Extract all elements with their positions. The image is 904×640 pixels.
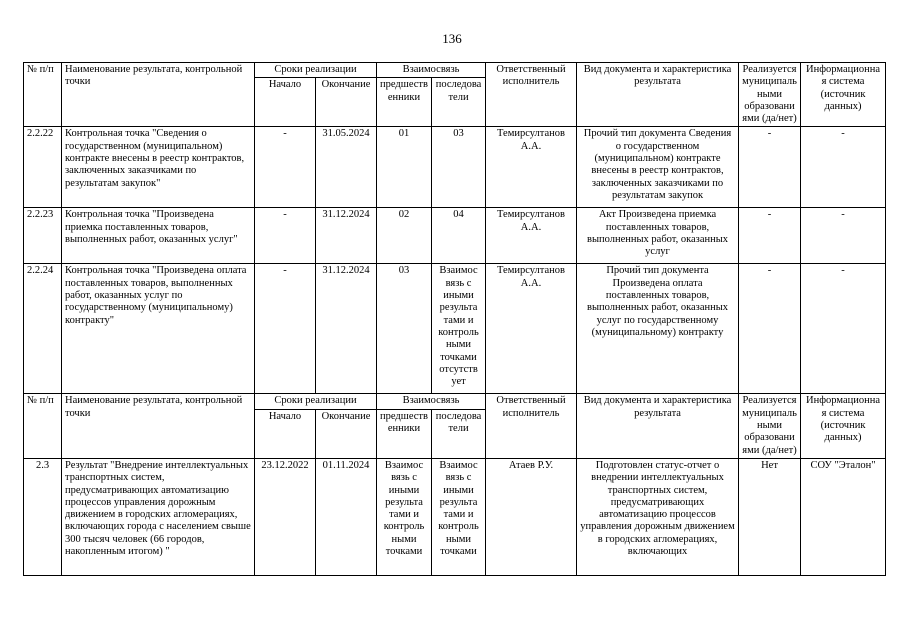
table-row (24, 264, 886, 394)
row-pred: Взаимос вязь с иными результа тами и контроль ными точками (377, 458, 432, 575)
row-doc: Прочий тип документа Сведения о государственном (муниципальном) контракте внесены в реестр контрактов, заключенных заказчиками по результатам закупок (577, 127, 739, 208)
row-start: - (255, 208, 316, 264)
header-pred: предшеств енники (377, 78, 432, 127)
header-doc: Вид документа и характеристика результата (577, 394, 739, 458)
row-num: 2.2.24 (24, 264, 62, 394)
row-responsible: Темирсултанов А.А. (486, 127, 577, 208)
row-start: - (255, 264, 316, 394)
row-end: 31.12.2024 (316, 264, 377, 394)
header-num: № п/п (24, 394, 62, 458)
header-end: Окончание (316, 78, 377, 127)
header-row (24, 63, 886, 78)
header-pred: предшеств енники (377, 409, 432, 458)
row-end: 31.05.2024 (316, 127, 377, 208)
row-infosys: - (801, 264, 886, 394)
results-table (23, 62, 886, 576)
table-row (24, 127, 886, 208)
header-row (24, 394, 886, 409)
header-infosys: Информационна я система (источник данных) (801, 63, 886, 127)
row-end: 01.11.2024 (316, 458, 377, 575)
header-name: Наименование результата, контрольной точки (62, 63, 255, 127)
row-succ: 03 (432, 127, 486, 208)
row-start: - (255, 127, 316, 208)
row-pred: 02 (377, 208, 432, 264)
row-responsible: Темирсултанов А.А. (486, 208, 577, 264)
row-pred: 03 (377, 264, 432, 394)
header-infosys: Информационна я система (источник данных) (801, 394, 886, 458)
row-name: Контрольная точка "Произведена приемка поставленных товаров, выполненных работ, оказанных услуг" (62, 208, 255, 264)
header-end: Окончание (316, 409, 377, 458)
row-responsible: Темирсултанов А.А. (486, 264, 577, 394)
table-row (24, 458, 886, 575)
header-link: Взаимосвязь (377, 394, 486, 409)
row-name: Результат "Внедрение интеллектуальных транспортных систем, предусматривающих автоматизацию процессов управления дорожным движением в городских агломерациях, включающих города с населением свыше 300 тысяч человек (66 городов, накопленным итогом) " (62, 458, 255, 575)
row-pred: 01 (377, 127, 432, 208)
row-name: Контрольная точка "Сведения о государственном (муниципальном) контракте внесены в реестр контрактов, заключенных заказчиками по результатам закупок" (62, 127, 255, 208)
header-responsible: Ответственный исполнитель (486, 63, 577, 127)
row-succ: Взаимос вязь с иными результа тами и контроль ными точками отсутств ует (432, 264, 486, 394)
header-succ: последова тели (432, 78, 486, 127)
header-responsible: Ответственный исполнитель (486, 394, 577, 458)
row-doc: Подготовлен статус-отчет о внедрении интеллектуальных транспортных систем, предусматривающих автоматизацию процессов управления дорожным движением в городских агломерациях, включающих (577, 458, 739, 575)
row-doc: Прочий тип документа Произведена оплата поставленных товаров, выполненных работ, оказанных услуг по государственному (муниципальному) контракту (577, 264, 739, 394)
row-name: Контрольная точка "Произведена оплата поставленных товаров, выполненных работ, оказанных услуг по государственному (муниципальному) контракту" (62, 264, 255, 394)
header-start: Начало (255, 78, 316, 127)
row-municipal: Нет (739, 458, 801, 575)
row-responsible: Атаев Р.У. (486, 458, 577, 575)
header-terms: Сроки реализации (255, 394, 377, 409)
row-num: 2.2.22 (24, 127, 62, 208)
row-num: 2.3 (24, 458, 62, 575)
table-row (24, 208, 886, 264)
header-start: Начало (255, 409, 316, 458)
row-infosys: СОУ "Эталон" (801, 458, 886, 575)
row-start: 23.12.2022 (255, 458, 316, 575)
header-name: Наименование результата, контрольной точки (62, 394, 255, 458)
row-succ: Взаимос вязь с иными результа тами и контроль ными точками (432, 458, 486, 575)
header-terms: Сроки реализации (255, 63, 377, 78)
row-municipal: - (739, 127, 801, 208)
row-end: 31.12.2024 (316, 208, 377, 264)
row-doc: Акт Произведена приемка поставленных товаров, выполненных работ, оказанных услуг (577, 208, 739, 264)
header-succ: последова тели (432, 409, 486, 458)
page-number: 136 (442, 31, 462, 46)
header-num: № п/п (24, 63, 62, 127)
header-municipal: Реализуется муниципаль ными образовани ями (да/нет) (739, 63, 801, 127)
header-link: Взаимосвязь (377, 63, 486, 78)
row-municipal: - (739, 264, 801, 394)
header-doc: Вид документа и характеристика результата (577, 63, 739, 127)
row-infosys: - (801, 127, 886, 208)
row-municipal: - (739, 208, 801, 264)
header-municipal: Реализуется муниципаль ными образовани ями (да/нет) (739, 394, 801, 458)
row-succ: 04 (432, 208, 486, 264)
row-infosys: - (801, 208, 886, 264)
row-num: 2.2.23 (24, 208, 62, 264)
